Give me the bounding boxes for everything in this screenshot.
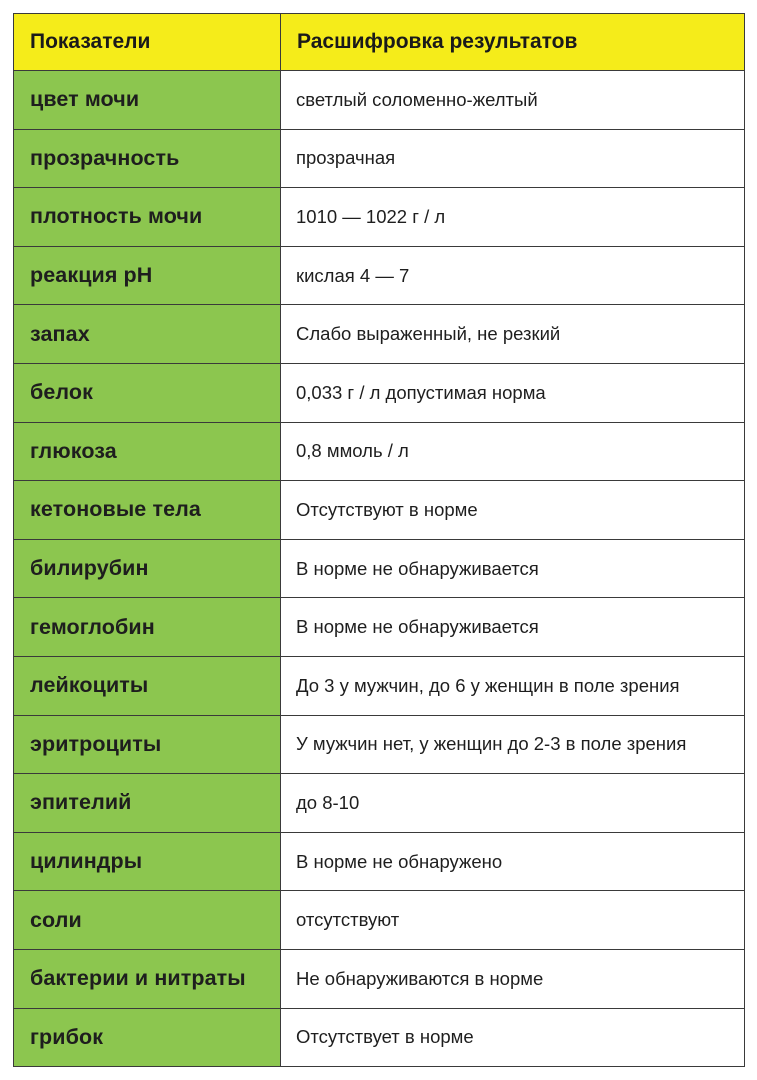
parameter-cell: глюкоза xyxy=(14,422,281,481)
table-row xyxy=(14,656,745,715)
table-row xyxy=(14,71,745,130)
value-cell: светлый соломенно-желтый xyxy=(281,71,745,130)
table-row xyxy=(14,715,745,774)
table-row xyxy=(14,774,745,833)
table-row xyxy=(14,422,745,481)
value-cell: до 8-10 xyxy=(281,774,745,833)
parameter-cell: цилиндры xyxy=(14,832,281,891)
parameter-cell: эпителий xyxy=(14,774,281,833)
table-row xyxy=(14,305,745,364)
value-cell: До 3 у мужчин, до 6 у женщин в поле зрения xyxy=(281,656,745,715)
parameter-cell: грибок xyxy=(14,1008,281,1067)
value-cell: В норме не обнаруживается xyxy=(281,539,745,598)
value-cell: В норме не обнаруживается xyxy=(281,598,745,657)
value-cell: прозрачная xyxy=(281,129,745,188)
parameter-cell: белок xyxy=(14,363,281,422)
parameter-cell: гемоглобин xyxy=(14,598,281,657)
value-cell: Слабо выраженный, не резкий xyxy=(281,305,745,364)
parameter-cell: запах xyxy=(14,305,281,364)
header-interpretation: Расшифровка результатов xyxy=(281,14,745,71)
table-row xyxy=(14,1008,745,1067)
parameter-cell: цвет мочи xyxy=(14,71,281,130)
urinalysis-table-container xyxy=(13,13,744,1067)
parameter-cell: плотность мочи xyxy=(14,188,281,247)
value-cell: отсутствуют xyxy=(281,891,745,950)
header-parameter: Показатели xyxy=(14,14,281,71)
value-cell: 0,033 г / л допустимая норма xyxy=(281,363,745,422)
value-cell: Отсутствуют в норме xyxy=(281,481,745,540)
parameter-cell: кетоновые тела xyxy=(14,481,281,540)
table-row xyxy=(14,129,745,188)
table-body xyxy=(14,71,745,1067)
header-row xyxy=(14,14,745,71)
table-row xyxy=(14,539,745,598)
parameter-cell: билирубин xyxy=(14,539,281,598)
table-row xyxy=(14,949,745,1008)
value-cell: Отсутствует в норме xyxy=(281,1008,745,1067)
parameter-cell: соли xyxy=(14,891,281,950)
value-cell: В норме не обнаружено xyxy=(281,832,745,891)
parameter-cell: прозрачность xyxy=(14,129,281,188)
value-cell: 0,8 ммоль / л xyxy=(281,422,745,481)
table-row xyxy=(14,598,745,657)
value-cell: кислая 4 — 7 xyxy=(281,246,745,305)
parameter-cell: лейкоциты xyxy=(14,656,281,715)
parameter-cell: реакция pH xyxy=(14,246,281,305)
table-row xyxy=(14,363,745,422)
urinalysis-norms-table xyxy=(13,13,745,1067)
parameter-cell: эритроциты xyxy=(14,715,281,774)
table-header xyxy=(14,14,745,71)
table-row xyxy=(14,188,745,247)
table-row xyxy=(14,891,745,950)
value-cell: 1010 — 1022 г / л xyxy=(281,188,745,247)
value-cell: У мужчин нет, у женщин до 2-3 в поле зрения xyxy=(281,715,745,774)
value-cell: Не обнаруживаются в норме xyxy=(281,949,745,1008)
table-row xyxy=(14,246,745,305)
table-row xyxy=(14,832,745,891)
table-row xyxy=(14,481,745,540)
parameter-cell: бактерии и нитраты xyxy=(14,949,281,1008)
